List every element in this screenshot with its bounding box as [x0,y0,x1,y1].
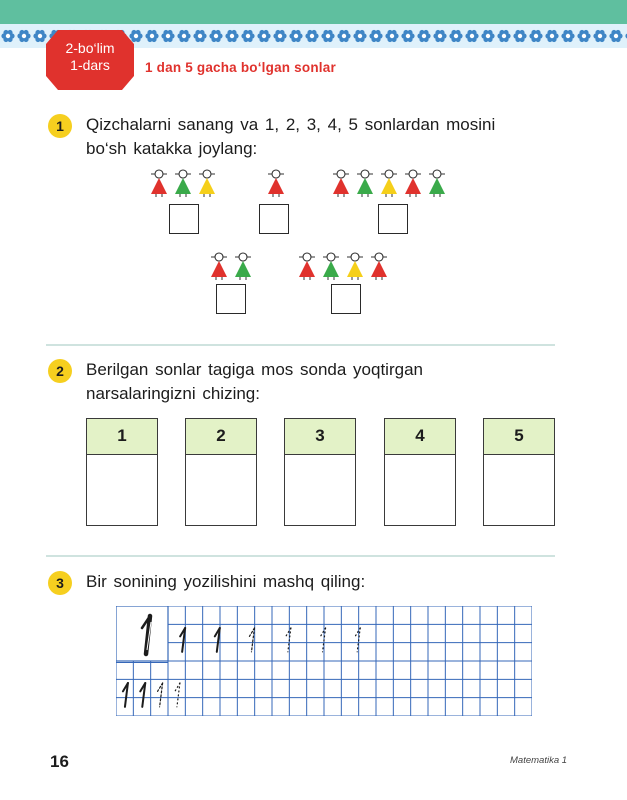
girl-icon [405,170,421,197]
girl-icon [199,170,215,197]
practice-grid-svg [116,606,532,716]
drawing-card-5[interactable] [483,418,555,526]
girl-icon [347,253,363,280]
doll-group-2 [264,168,288,198]
answer-box-2[interactable] [259,204,289,234]
drawing-card-2[interactable] [185,418,257,526]
task-1-line-1: Qizchalarni sanang va 1, 2, 3, 4, 5 sonlardan mosini [86,115,496,134]
drawing-card-3[interactable] [284,418,356,526]
doll-group-4 [207,251,255,281]
task-2-line-1: Berilgan sonlar tagiga mos sonda yoqtirgan [86,360,423,379]
answer-box-4[interactable] [216,284,246,314]
card-number-4: 4 [385,419,455,455]
writing-practice-grid[interactable] [116,606,532,721]
girl-icon [323,253,339,280]
badge-section: 2-bo‘lim [65,40,115,56]
section-badge [46,30,134,90]
doll-group-3 [329,168,449,198]
task-number-1: 1 [48,114,72,138]
badge-text [46,40,134,74]
task-2-line-2: narsalaringizni chizing: [86,384,260,403]
card-number-5: 5 [484,419,554,455]
drawing-card-1[interactable] [86,418,158,526]
card-number-1: 1 [87,419,157,455]
doll-group-5 [295,251,391,281]
answer-box-3[interactable] [378,204,408,234]
girl-icon [357,170,373,197]
task-number-2: 2 [48,359,72,383]
badge-lesson: 1-dars [70,57,110,73]
drawing-card-4[interactable] [384,418,456,526]
girl-icon [235,253,251,280]
doll-group-1 [147,168,219,198]
girl-icon [299,253,315,280]
task-number-3: 3 [48,571,72,595]
girl-icon [151,170,167,197]
divider-2 [46,555,555,557]
lesson-title: 1 dan 5 gacha bo‘lgan sonlar [145,60,336,75]
girl-icon [381,170,397,197]
girl-icon [371,253,387,280]
page-number: 16 [50,752,69,771]
task-3-text: Bir sonining yozilishini mashq qiling: [86,572,366,591]
task-2-text [86,358,423,406]
girl-icon [211,253,227,280]
answer-box-1[interactable] [169,204,199,234]
task-1-line-2: bo‘sh katakka joylang: [86,139,258,158]
card-number-3: 3 [285,419,355,455]
girl-icon [429,170,445,197]
task-1-text [86,113,495,161]
girl-icon [268,170,284,197]
divider-1 [46,344,555,346]
girl-icon [175,170,191,197]
answer-box-5[interactable] [331,284,361,314]
book-name: Matematika 1 [510,755,568,766]
card-number-2: 2 [186,419,256,455]
girl-icon [333,170,349,197]
